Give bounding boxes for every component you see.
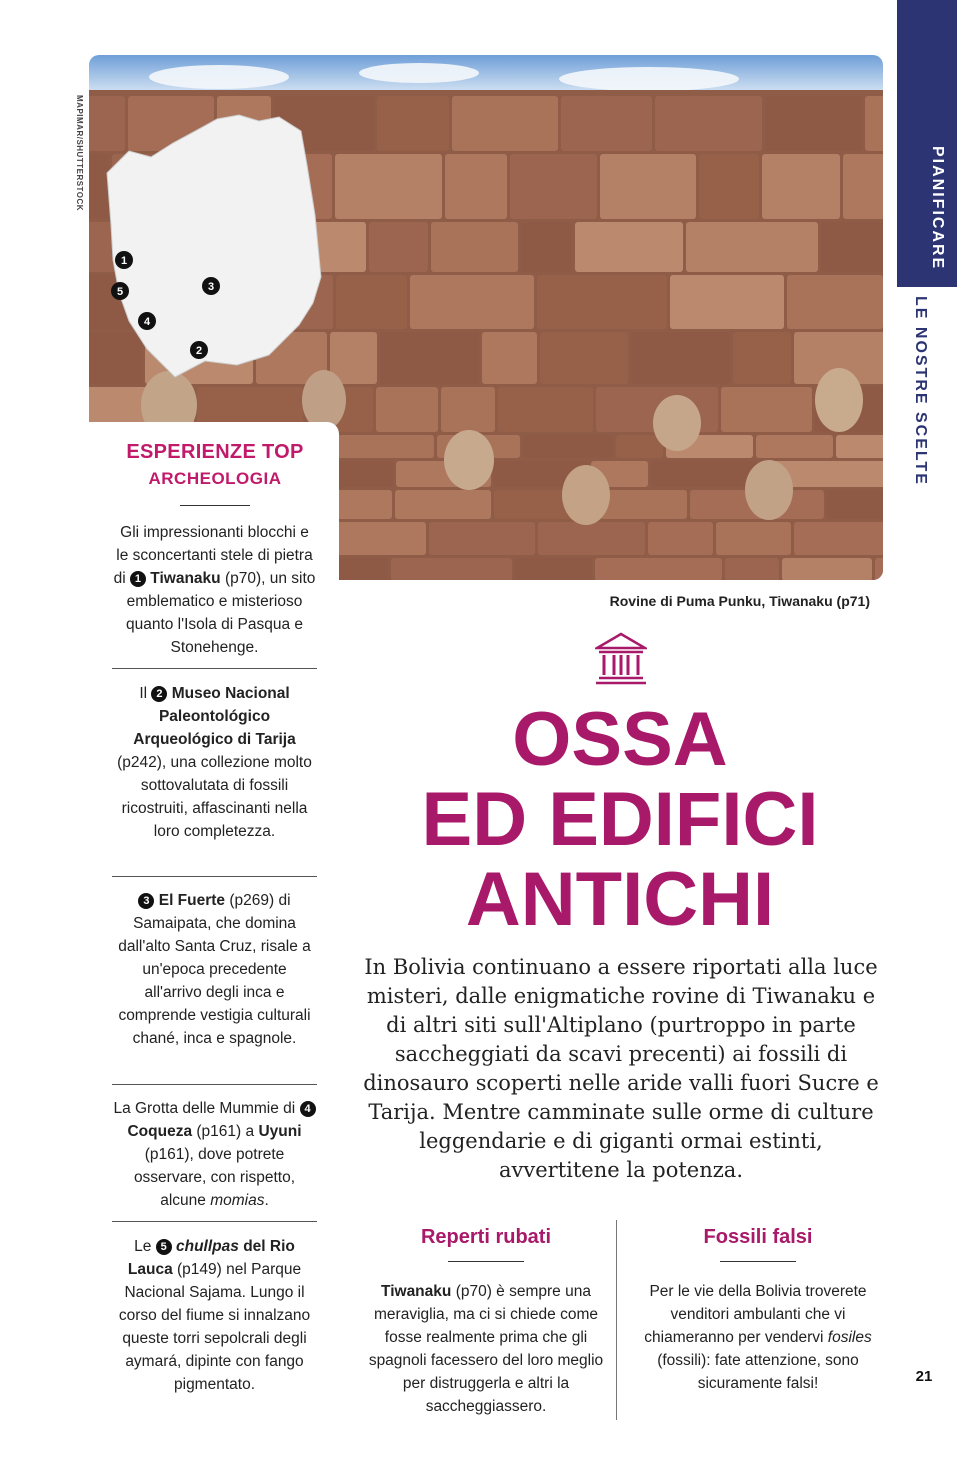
stone-block (377, 96, 449, 151)
stone-block (721, 387, 812, 432)
stone-block (510, 154, 597, 219)
number-badge-1: 1 (130, 571, 146, 587)
stone-block (376, 387, 438, 432)
stone-block (686, 222, 818, 272)
stone-block (380, 332, 479, 384)
stone-block (875, 558, 883, 580)
stone-block (515, 558, 592, 580)
column-divider (616, 1220, 617, 1420)
experiences-title: ESPERIENZE TOP (126, 441, 304, 463)
stone-block (670, 275, 784, 329)
map-marker-1-label: 1 (120, 255, 128, 267)
stone-block (452, 96, 558, 151)
stone-block (843, 154, 883, 219)
divider (112, 876, 317, 877)
stone-block (600, 154, 696, 219)
stone-block (537, 275, 667, 329)
experiences-rule (180, 505, 250, 506)
map-marker-3-label: 3 (207, 281, 215, 293)
section-tab-label: PIANIFICARE (929, 145, 946, 270)
stone-block (648, 522, 713, 555)
number-badge-2: 2 (151, 686, 167, 702)
experience-item: 3 El Fuerte (p269) di Samaipata, che domina dall'alto Santa Cruz, risale a un'epoca precedente all'arrivo degli inca e comprende vestigia culturali chané, inca e spagnole. (118, 892, 311, 1047)
number-badge-4: 4 (300, 1101, 316, 1117)
stone-block (762, 154, 840, 219)
divider (112, 1221, 317, 1222)
stone-block (521, 222, 572, 272)
map-marker-4-label: 4 (143, 316, 151, 328)
stone-block (655, 96, 762, 151)
stone-block (575, 222, 683, 272)
stone-block (89, 154, 109, 219)
stone-block (429, 522, 535, 555)
stone-block (725, 558, 779, 580)
experience-item: La Grotta delle Mummie di 4 Coqueza (p161) a Uyuni (p161), dove potrete osservare, con rispetto, alcune momias. (112, 1097, 317, 1212)
stone-block (410, 275, 534, 329)
stone-block (89, 96, 125, 151)
heading-line: ED EDIFICI (421, 777, 819, 862)
stone-block (441, 387, 495, 432)
subsection-label: LE NOSTRE SCELTE (912, 296, 929, 486)
stone-block (651, 461, 757, 487)
map-marker-5-label: 5 (116, 286, 124, 298)
stone-block (782, 558, 872, 580)
divider (112, 1084, 317, 1085)
stone-block (733, 332, 791, 384)
stone-block (716, 522, 791, 555)
divider (112, 668, 317, 669)
main-heading (360, 697, 880, 942)
stone-block (523, 435, 613, 458)
column-rule (448, 1261, 524, 1262)
stone-block (369, 222, 428, 272)
stone-block (595, 558, 722, 580)
stone-block (756, 435, 833, 458)
experience-item: Le 5 chullpas del Rio Lauca (p149) nel Parque Nacional Sajama. Lungo il corso del fiume si innalzano queste torri sepolcrali degli aymará, dipinte con fango pigmentato. (118, 1238, 311, 1393)
photo-credit: MAPIMAR/SHUTTERSTOCK (75, 95, 84, 212)
experience-item: Il 2 Museo Nacional Paleontológico Arqueológico di Tarija (p242), una collezione molto sottovalutata di fossili ricostruiti, affascinanti nella loro completezza. (117, 685, 312, 840)
column-text: Per le vie della Bolivia troverete venditori ambulanti che vi chiameranno per vendervi fosiles (fossili): fate attenzione, sono sicuramente falsi! (644, 1283, 872, 1392)
intro-paragraph: In Bolivia continuano a essere riportati alla luce misteri, dalle enigmatiche rovine di Tiwanaku e di altri siti sull'Altiplano (purtroppo in parte saccheggiati da scavi precenti) ai fossili di dinosauro scoperti nelle aride valli fuori Sucre e Tarija. Mentre camminate sulle orme di culture leggendarie e di giganti ormai estinti, avvertitene la potenza. (363, 955, 879, 1182)
stone-block (482, 332, 537, 384)
stone-block (865, 96, 883, 151)
stone-block (787, 275, 883, 329)
experience-item: Gli impressionanti blocchi e le sconcertanti stele di pietra di 1 Tiwanaku (p70), un sito emblematico e misterioso quanto l'Isola di Pasqua e Stonehenge. (113, 524, 316, 656)
stone-block (331, 435, 434, 458)
photo-caption: Rovine di Puma Punku, Tiwanaku (p71) (609, 593, 870, 609)
stone-block (391, 558, 512, 580)
stone-block (827, 490, 883, 519)
heading-line: ANTICHI (465, 857, 775, 942)
stone-block (538, 522, 645, 555)
stone-block (335, 154, 442, 219)
stone-block (431, 222, 518, 272)
stone-block (561, 96, 652, 151)
stone-block (337, 522, 426, 555)
stone-block (699, 154, 759, 219)
stone-block (395, 490, 491, 519)
stone-block (765, 96, 862, 151)
stone-block (616, 435, 663, 458)
column-heading: Fossili falsi (703, 1226, 813, 1248)
stone-block (631, 332, 730, 384)
stone-block (445, 154, 507, 219)
number-badge-3: 3 (138, 893, 154, 909)
stone-block (601, 490, 687, 519)
map-marker-2-label: 2 (195, 345, 203, 357)
stone-block (89, 332, 142, 384)
stone-block (821, 222, 883, 272)
column-rule (720, 1261, 796, 1262)
stone-block (498, 387, 593, 432)
heading-line: OSSA (512, 697, 728, 782)
stone-block (336, 275, 407, 329)
number-badge-5: 5 (156, 1239, 172, 1255)
experiences-subtitle: ARCHEOLOGIA (148, 469, 282, 488)
stone-block (794, 522, 883, 555)
page-number: 21 (915, 1368, 933, 1385)
temple-icon (595, 632, 647, 686)
stone-block (836, 435, 883, 458)
column-heading: Reperti rubati (420, 1226, 552, 1248)
column-text: Tiwanaku (p70) è sempre una meraviglia, ma ci si chiede come fosse realmente prima che gli spagnoli facessero del loro meglio per distruggerla e altri la saccheggiassero. (368, 1283, 604, 1415)
stone-block (540, 332, 628, 384)
